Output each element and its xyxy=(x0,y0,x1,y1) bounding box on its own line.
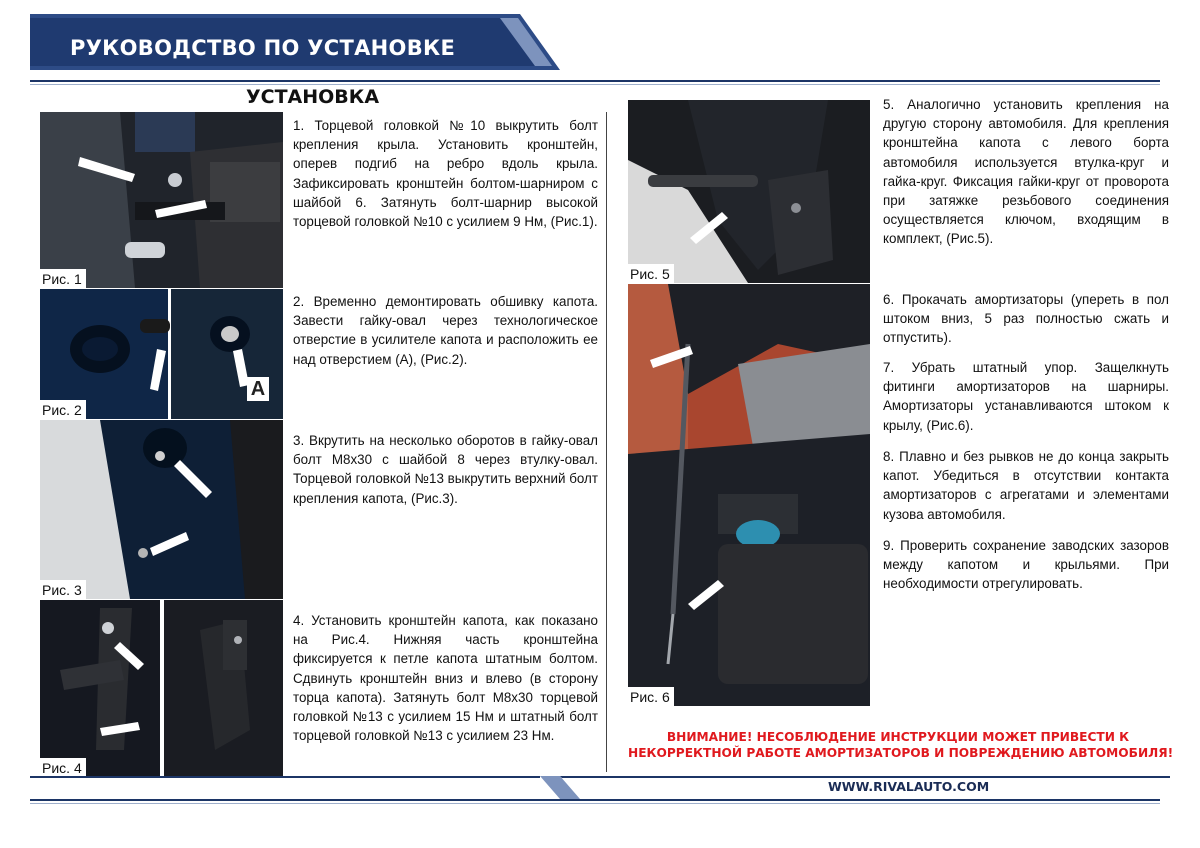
figure-6-caption: Рис. 6 xyxy=(628,687,674,706)
figure-4-photo xyxy=(40,600,283,777)
figure-2-caption: Рис. 2 xyxy=(40,400,86,419)
header-rule xyxy=(30,80,1160,82)
step-9-text: 9. Проверить сохранение заводских зазоров между капотом и крыльями. При необходимости отрегулировать. xyxy=(883,538,1169,592)
figure-3-illustration xyxy=(40,420,283,599)
column-divider xyxy=(606,112,607,772)
figure-3-photo xyxy=(40,420,283,599)
step-5-text: 5. Аналогично установить крепления на другую сторону автомобиля. Для крепления кронштейна капота с левого борта автомобиля используется втулка-круг и гайка-круг. Фиксация гайки-круг от проворота при затяжке резьбового соединения осуществляется ключом, входящим в комплект, (Рис.5). xyxy=(883,97,1169,247)
header-banner xyxy=(30,14,560,70)
figure-5-illustration xyxy=(628,100,870,283)
step-3-text: 3. Вкрутить на несколько оборотов в гайку-овал болт М8х30 с шайбой 8 через втулку-овал. Торцевой головкой №13 выкрутить верхний болт крепления капота, (Рис.3). xyxy=(293,433,598,506)
figure-1-illustration xyxy=(40,112,283,288)
step-6-text: 6. Прокачать амортизаторы (упереть в пол штоком вниз, 5 раз полностью сжать и отпустить). xyxy=(883,292,1169,346)
figure-6-photo xyxy=(628,284,870,706)
figure-5-photo xyxy=(628,100,870,283)
step-1-text: 1. Торцевой головкой №10 выкрутить болт крепления крыла. Установить кронштейн, оперев подгиб на ребро вдоль крыла. Зафиксировать кронштейн болтом-шарниром с шайбой 6. Затянуть болт-шарнир высокой торцевой головкой №10 с усилием 9 Нм, (Рис.1). xyxy=(293,118,598,230)
footer-rule-top xyxy=(30,776,540,778)
figure-4-caption: Рис. 4 xyxy=(40,758,86,777)
step-4-text: 4. Установить кронштейн капота, как показано на Рис.4. Нижняя часть кронштейна фиксируется к петле капота штатным болтом. Сдвинуть кронштейн вниз и влево (в сторону торца капота). Затянуть болт М8х30 торцевой головкой №13 с усилием 15 Нм и штатный болт торцевой головкой №13 с усилием 23 Нм. xyxy=(293,613,598,744)
page-title: РУКОВОДСТВО ПО УСТАНОВКЕ xyxy=(70,36,456,60)
figure-2-marker-a: A xyxy=(247,377,269,401)
step-7-text: 7. Убрать штатный упор. Защелкнуть фитинги амортизаторов на шарниры. Амортизаторы устанавливаются штоком к крылу, (Рис.6). xyxy=(883,360,1169,433)
warning-line-1: ВНИМАНИЕ! НЕСОБЛЮДЕНИЕ ИНСТРУКЦИИ МОЖЕТ ПРИВЕСТИ К xyxy=(666,730,1130,744)
figure-2-photo xyxy=(40,289,283,419)
figure-5-caption: Рис. 5 xyxy=(628,264,674,283)
figure-4-illustration xyxy=(40,600,283,777)
header-rule-thin xyxy=(30,84,1160,85)
figure-1-caption: Рис. 1 xyxy=(40,269,86,288)
figure-3-caption: Рис. 3 xyxy=(40,580,86,599)
footer-website[interactable]: WWW.RIVALAUTO.COM xyxy=(828,779,990,794)
figure-6-illustration xyxy=(628,284,870,706)
warning-notice xyxy=(628,729,1174,761)
step-2-text: 2. Временно демонтировать обшивку капота. Завести гайку-овал через технологическое отверстие в усилителе капота и расположить ее над отверстием (А), (Рис.2). xyxy=(293,294,598,367)
section-title: УСТАНОВКА xyxy=(246,86,380,108)
figure-1-photo xyxy=(40,112,283,288)
warning-line-2: НЕКОРРЕКТНОЙ РАБОТЕ АМОРТИЗАТОРОВ И ПОВРЕЖДЕНИЮ АВТОМОБИЛЯ! xyxy=(628,746,1174,760)
step-8-text: 8. Плавно и без рывков не до конца закрыть капот. Убедиться в отсутствии контакта амортизаторов с агрегатами и элементами кузова автомобиля. xyxy=(883,449,1169,522)
footer-rule-thin xyxy=(30,803,1160,804)
